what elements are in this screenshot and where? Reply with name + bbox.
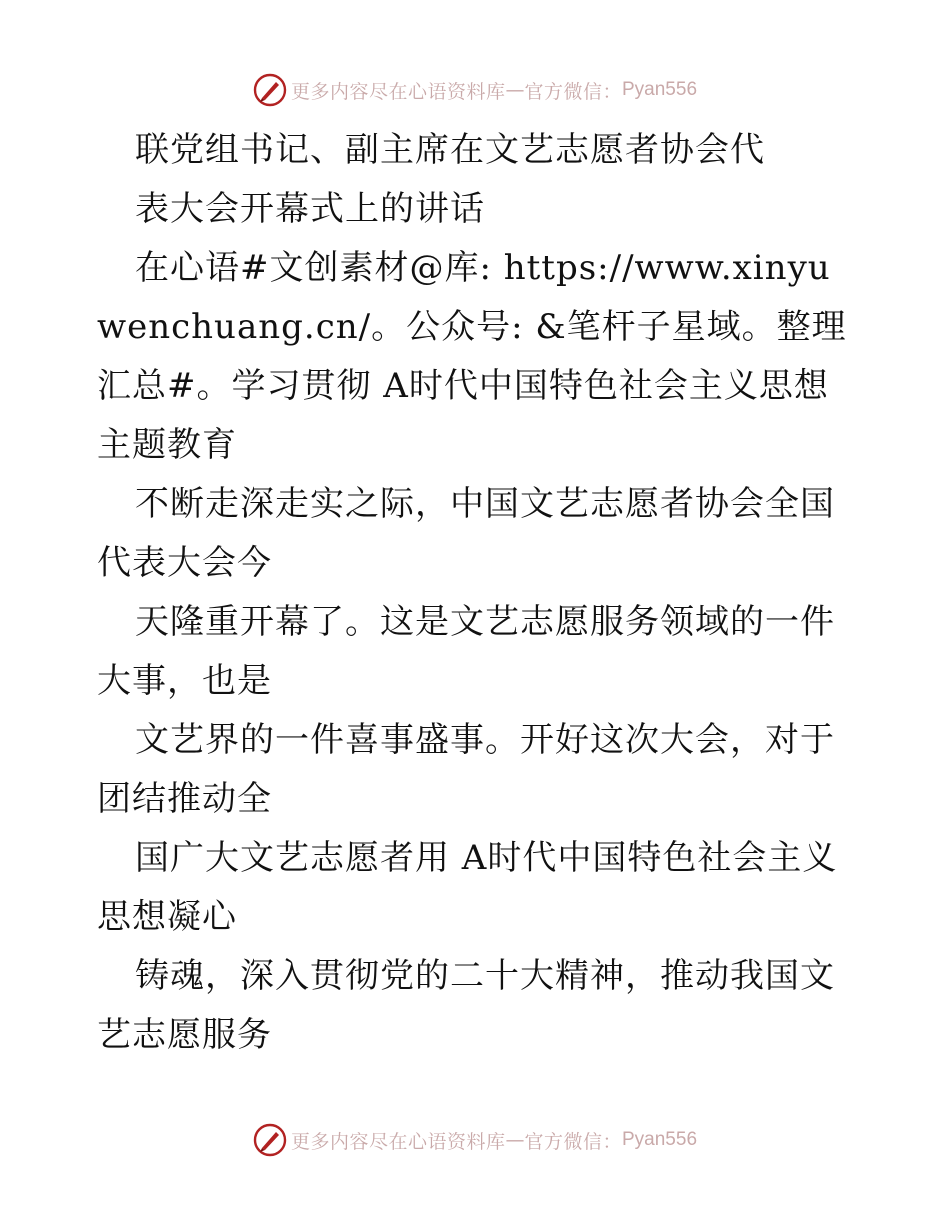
watermark-site-text: 更多内容尽在心语资料库 <box>290 80 506 103</box>
paragraph: 文艺界的一件喜事盛事。开好这次大会，对于团结推动全 <box>97 720 835 819</box>
watermark-wechat-id: Pyan556 <box>622 79 698 100</box>
paragraph: 表大会开幕式上的讲话 <box>135 189 485 229</box>
watermark-dash: — <box>505 1129 525 1151</box>
paragraph: 不断走深走实之际，中国文艺志愿者协会全国代表大会今 <box>97 484 835 583</box>
watermark-footer <box>0 1120 950 1160</box>
paragraph: 天隆重开幕了。这是文艺志愿服务领域的一件大事，也是 <box>97 602 835 701</box>
pen-logo-icon <box>253 73 287 107</box>
paragraph: 国广大文艺志愿者用 A时代中国特色社会主义思想凝心 <box>97 838 838 937</box>
watermark-wechat-id: Pyan556 <box>622 1129 698 1150</box>
document-body <box>97 121 857 1065</box>
paragraph: 铸魂，深入贯彻党的二十大精神，推动我国文艺志愿服务 <box>97 956 835 1055</box>
watermark-site-text: 更多内容尽在心语资料库 <box>290 1130 506 1153</box>
watermark-header <box>0 70 950 110</box>
watermark-dash: — <box>505 79 525 101</box>
watermark-wechat-label: 官方微信： <box>524 1130 622 1153</box>
paragraph: 在心语#文创素材@库: https://www.xinyuwenchuang.cn/。公众号: &笔杆子星域。整理汇总#。学习贯彻 A时代中国特色社会主义思想主题教育 <box>97 248 847 465</box>
watermark-wechat-label: 官方微信： <box>524 80 622 103</box>
pen-logo-icon <box>253 1123 287 1157</box>
paragraph: 联党组书记、副主席在文艺志愿者协会代 <box>135 130 765 170</box>
